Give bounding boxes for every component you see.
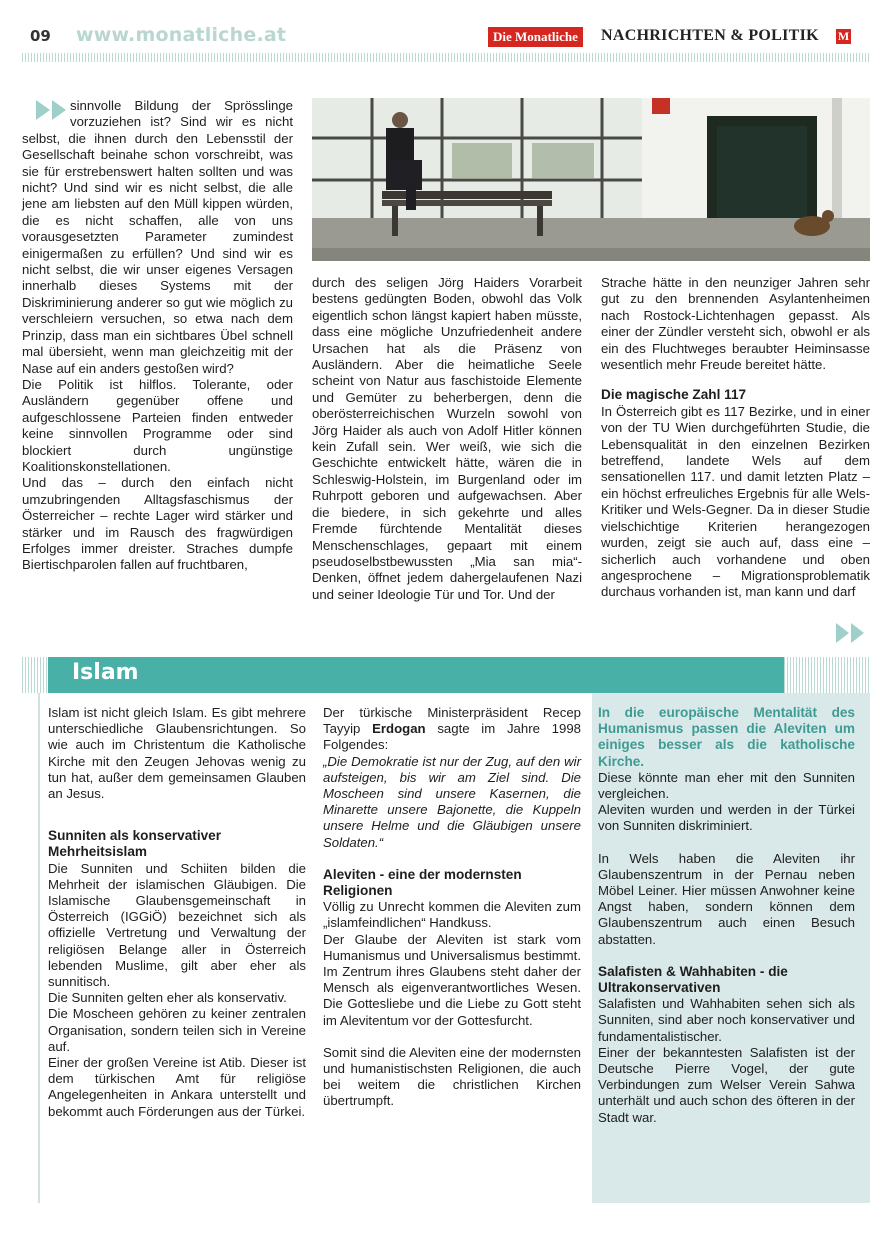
islam-paragraph: Diese könnte man eher mit den Sunniten vergleichen. — [598, 769, 855, 802]
islam-paragraph: In Wels haben die Aleviten ihr Glaubenszentrum in der Pernau neben Möbel Leiner. Hier müssen Anwohner keine Angst haben, sondern können dem Glaubenszentrum auch einen Besuch abstatten. — [598, 850, 855, 947]
article-paragraph: Die Politik ist hilflos. Tolerante, oder Ausländern gegenüber offene und aufgeschlossene Parteien finden entweder keine sinnvollen Programme oder sind blockiert durch ungünstige Koalitionskonstellationen. — [22, 376, 293, 474]
islam-paragraph: Aleviten wurden und werden in der Türkei von Sunniten diskriminiert. — [598, 802, 855, 834]
islam-paragraph: Einer der bekanntesten Salafisten ist der Deutsche Pierre Vogel, der gute Verbindungen zum Welser Verein Sahwa unterhält und auch schon des öfteren in der Stadt war. — [598, 1044, 855, 1125]
erdogan-quote: „Die Demokratie ist nur der Zug, auf den wir aufsteigen, bis wir am Ziel sind. Die Moscheen sind unsere Kasernen, die Minarette unsere Bajonette, die Kuppeln unsere Helme und die Gläubigen unsere Soldaten.“ — [323, 753, 581, 850]
article-paragraph: In Österreich gibt es 117 Bezirke, und in einer von der TU Wien durchgeführten Studie, die Lebensqualität in den einzelnen Bezirken betreffend, landete Wels auf dem sensationellen 117. und damit letzten Platz – ein höchst erfreuliches Ergebnis für alle Wels-Kritiker und Wels-Gegner. Da in dieser Studie vielschichtige Kriterien herangezogen wurden, zeigt sie auch auf, dass eine – sicherlich auch vorhandene und oben angesprochene – Migrationsproblematik durchaus vorhanden ist, man kann und darf — [601, 403, 870, 600]
islam-paragraph: Salafisten und Wahhabiten sehen sich als Sunniten, sind aber noch konservativer und fundamentalistischer. — [598, 996, 855, 1044]
article-subheading: Die magische Zahl 117 — [601, 387, 747, 403]
article-paragraph: Strache hätte in den neunziger Jahren sehr gut zu den brennenden Asylantenheimen nach Rostock-Lichtenhagen gepasst. Als einer der Zündler versteht sich, obwohl er als ein des Fluchtweges beraubter Heiminsasse wesentlich mehr Freude bereitet hätte. — [601, 275, 870, 373]
islam-paragraph: Die Sunniten gelten eher als konservativ. — [48, 990, 287, 1006]
islam-paragraph: Die Sunniten und Schiiten bilden die Mehrheit der islamischen Gläubigen. Die Islamische Glaubensgemeinschaft in Österreich (IGGiÖ) bezeichnet sich als offizielle Vertretung und Verwaltung der religiösen Belange aller in Österreich lebenden Muslime, gilt aber eher als sunnitisch. — [48, 860, 306, 990]
name-erdogan: Erdogan — [372, 721, 426, 737]
islam-column-3 — [598, 705, 855, 1126]
islam-paragraph: Völlig zu Unrecht kommen die Aleviten zum „islamfeindlichen“ Handkuss. — [323, 899, 581, 931]
brand-logo: Die Monatliche — [488, 27, 583, 47]
article-column-3 — [601, 275, 870, 647]
islam-title: Islam — [72, 660, 139, 685]
islam-subheading: Aleviten - eine der modernsten Religionen — [323, 866, 522, 899]
intro-text: sagte im Jahre 1998 Folgendes: — [323, 721, 581, 753]
article-paragraph: durch des seligen Jörg Haiders Vorarbeit bestens gedüngten Boden, obwohl das Volk eigentlich schon längst kapiert haben müsste, dass eine mögliche Unzufriedenheit andere Ursachen hat als die Präsenz von Ausländern. Aber die heimatliche Seele scheint von Natur aus faschistoide Elemente und Gemüter zu beherbergen, denn die oberösterreichischen Wurzeln sowohl von Jörg Haider als auch von Adolf Hitler können kein Zufall sein. Wer weiß, wie sich die Geschichte entwickelt hätte, wären die in Schleswig-Holstein, im Burgenland oder im Ruhrpott geboren und aufgewachsen. Aber die biedere, in sich gekehrte und alles Fremde fürchtende Mentalität dieses Menschenschlages, gepaart mit einem pseudoselbstbewussten „Mia san mia“-Denken, öffnet jedem dahergelaufenen Nazi und seiner Ideologie Tür und Tor. Und der — [312, 275, 582, 602]
islam-paragraph: Die Moscheen gehören zu keiner zentralen Organisation, sondern teilen sich in Vereine auf. — [48, 1006, 306, 1054]
islam-paragraph: Der Glaube der Aleviten ist stark vom Humanismus und Universalismus bestimmt. Im Zentrum ihres Glaubens steht daher der Mensch als eigenverantwortliches Wesen. Die Gottesliebe und die Liebe zu Gott steht im Alevitentum vor der Gottesfurcht. — [323, 931, 581, 1028]
islam-paragraph — [323, 705, 581, 754]
islam-subheading: Sunniten als konservativer Mehrheitsislam — [48, 828, 222, 860]
islam-column-2 — [323, 705, 581, 1110]
article-paragraph: Und das – durch den einfach nicht umzubringenden Alltagsfaschismus der Österreicher – rechte Lager wird stärker und stärker und im Rausch des fragwürdigen Erfolges immer dreister. Straches dumpfe Biertischparolen fallen auf fruchtbaren, — [22, 475, 293, 573]
islam-paragraph: Islam ist nicht gleich Islam. Es gibt mehrere unterschiedliche Glaubensrichtungen. So wie auch im Christentum die Katholische Kirche mit den Zeugen Jehovas wenig zu tun hat, außer dem gemeinsamen Glauben an Jesus. — [48, 705, 306, 802]
page-number: 09 — [30, 27, 51, 45]
islam-subheading: Salafisten & Wahhabiten - die Ultrakonservativen — [598, 963, 788, 996]
article-photo — [312, 98, 870, 261]
article-column-2 — [312, 275, 582, 603]
photo-scene — [312, 98, 870, 261]
header-rule — [22, 53, 870, 62]
article-paragraph: sinnvolle Bildung der Sprösslinge vorzuziehen ist? Sind wir es nicht selbst, die ihnen durch den Lebensstil der Gesellschaft beinahe schon vorschreibt, was sie für erstrebenswert halten sollten und was nicht? Und sind wir es nicht selbst, die alle jene am liebsten auf den Müll kippen würden, die es nicht schaffen, alle von uns vorausgesetzten Parameter zumindest einigermaßen zu erfüllen? Und sind wir es nicht selbst, die wir unser eigenes Versagen innerhalb dieses Systems mit der Diskriminierung anderer so gut wie möglich zu verschleiern versuchen, so etwa nach dem Prinzip, dass man ein sichtbares Übel schnell mal übersieht, wenn man gleichzeitig mit der Nase auf ein anders gestoßen wird? — [22, 98, 293, 376]
double-triangle-arrow-icon — [836, 621, 866, 645]
page-header — [0, 0, 892, 70]
m-logo-icon: M — [837, 29, 850, 43]
islam-paragraph: Somit sind die Aleviten eine der modernsten und humanistischsten Religionen, die auch bei weitem die christlichen Kirchen übertrumpft. — [323, 1044, 581, 1109]
islam-paragraph: Einer der großen Vereine ist Atib. Dieser ist dem türkischen Amt für religiöse Angelegenheiten in Ankara unterstellt und bekommt auch Förderungen aus der Türkei. — [48, 1055, 306, 1119]
intro-text: Der türkische Ministerpräsident Recep Tayyip — [323, 705, 581, 737]
islam-highlight: In die europäische Mentalität des Humanismus passen die Aleviten um einiges besser als die katholische Kirche. — [598, 705, 855, 769]
section-title: NACHRICHTEN & POLITIK — [601, 27, 819, 44]
double-triangle-arrow-icon — [22, 98, 66, 122]
site-url[interactable]: www.monatliche.at — [76, 24, 287, 46]
islam-title-bar — [48, 657, 784, 693]
article-column-1 — [22, 98, 293, 574]
islam-column-1 — [48, 705, 306, 1120]
